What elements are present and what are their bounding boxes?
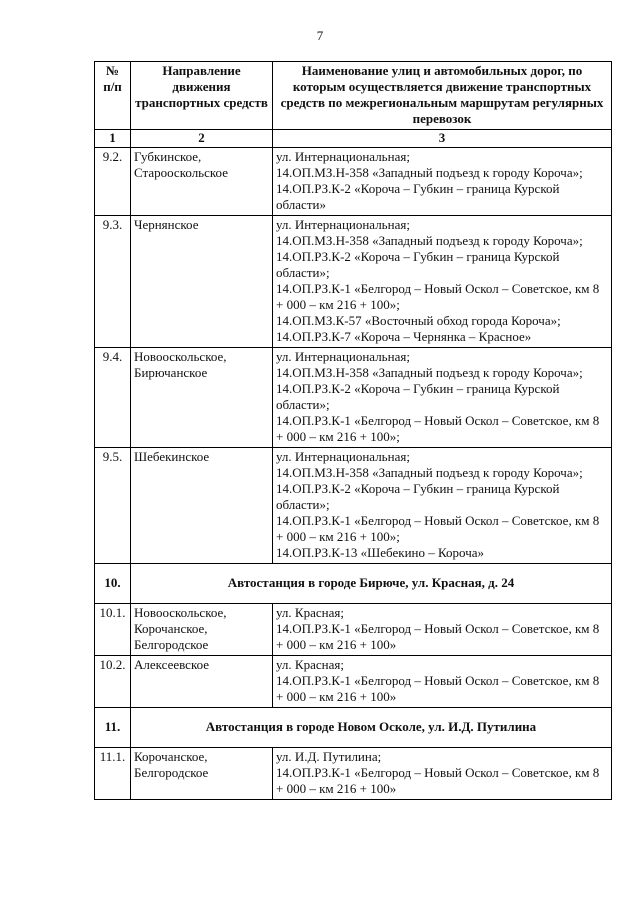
- header-roads: Наименование улиц и автомобильных дорог, по которым осуществляется движение транспортных средств по межрегиональным маршрутам регулярных перевозок: [273, 62, 612, 130]
- column-index-3: 3: [273, 130, 612, 148]
- road-line: 14.ОП.РЗ.К-7 «Короча – Чернянка – Красное»: [276, 329, 532, 344]
- row-direction: Новооскольское, Бирючанское: [131, 348, 273, 448]
- table-row: [95, 148, 612, 216]
- road-line: 14.ОП.МЗ.К-57 «Восточный обход города Короча»;: [276, 313, 561, 328]
- road-line: 14.ОП.РЗ.К-1 «Белгород – Новый Оскол – Советское, км 8 + 000 – км 216 + 100»: [276, 673, 600, 704]
- road-line: 14.ОП.РЗ.К-2 «Короча – Губкин – граница Курской области»;: [276, 249, 560, 280]
- row-number: 10.1.: [95, 604, 131, 656]
- road-line: ул. Красная;: [276, 605, 344, 620]
- section-title: Автостанция в городе Новом Осколе, ул. И.Д. Путилина: [131, 708, 612, 748]
- section-number: 10.: [95, 564, 131, 604]
- row-number: 9.3.: [95, 216, 131, 348]
- road-line: 14.ОП.РЗ.К-2 «Короча – Губкин – граница Курской области»: [276, 181, 560, 212]
- row-number: 10.2.: [95, 656, 131, 708]
- row-direction: Корочанское, Белгородское: [131, 748, 273, 800]
- section-number: 11.: [95, 708, 131, 748]
- road-line: 14.ОП.РЗ.К-1 «Белгород – Новый Оскол – Советское, км 8 + 000 – км 216 + 100»: [276, 765, 600, 796]
- table-row: [95, 348, 612, 448]
- table-row: [95, 748, 612, 800]
- row-number: 9.4.: [95, 348, 131, 448]
- road-line: 14.ОП.РЗ.К-1 «Белгород – Новый Оскол – Советское, км 8 + 000 – км 216 + 100»: [276, 621, 600, 652]
- road-line: ул. Интернациональная;: [276, 149, 410, 164]
- row-number: 11.1.: [95, 748, 131, 800]
- row-roads: [273, 216, 612, 348]
- road-line: 14.ОП.МЗ.Н-358 «Западный подъезд к городу Короча»;: [276, 365, 583, 380]
- row-number: 9.2.: [95, 148, 131, 216]
- row-roads: [273, 748, 612, 800]
- road-line: 14.ОП.РЗ.К-1 «Белгород – Новый Оскол – Советское, км 8 + 000 – км 216 + 100»;: [276, 413, 600, 444]
- table-row: [95, 656, 612, 708]
- road-line: 14.ОП.МЗ.Н-358 «Западный подъезд к городу Короча»;: [276, 165, 583, 180]
- row-roads: [273, 448, 612, 564]
- routes-table: [94, 61, 612, 800]
- road-line: ул. И.Д. Путилина;: [276, 749, 382, 764]
- table-row: [95, 448, 612, 564]
- road-line: 14.ОП.РЗ.К-1 «Белгород – Новый Оскол – Советское, км 8 + 000 – км 216 + 100»;: [276, 281, 600, 312]
- row-roads: [273, 148, 612, 216]
- road-line: 14.ОП.РЗ.К-2 «Короча – Губкин – граница Курской области»;: [276, 481, 560, 512]
- row-roads: [273, 656, 612, 708]
- row-number: 9.5.: [95, 448, 131, 564]
- row-direction: Чернянское: [131, 216, 273, 348]
- row-direction: Губкинское, Старооскольское: [131, 148, 273, 216]
- table-row: [95, 216, 612, 348]
- table-row: [95, 604, 612, 656]
- row-direction: Шебекинское: [131, 448, 273, 564]
- row-direction: Новооскольское, Корочанское, Белгородское: [131, 604, 273, 656]
- road-line: 14.ОП.РЗ.К-2 «Короча – Губкин – граница Курской области»;: [276, 381, 560, 412]
- section-title: Автостанция в городе Бирюче, ул. Красная, д. 24: [131, 564, 612, 604]
- section-row: [95, 564, 612, 604]
- road-line: ул. Красная;: [276, 657, 344, 672]
- section-row: [95, 708, 612, 748]
- table-body: [95, 148, 612, 800]
- header-direction: Направление движения транспортных средств: [131, 62, 273, 130]
- road-line: 14.ОП.МЗ.Н-358 «Западный подъезд к городу Короча»;: [276, 233, 583, 248]
- road-line: ул. Интернациональная;: [276, 217, 410, 232]
- column-index-1: 1: [95, 130, 131, 148]
- column-index-2: 2: [131, 130, 273, 148]
- road-line: ул. Интернациональная;: [276, 449, 410, 464]
- road-line: ул. Интернациональная;: [276, 349, 410, 364]
- table-header: [95, 62, 612, 148]
- road-line: 14.ОП.РЗ.К-13 «Шебекино – Короча»: [276, 545, 484, 560]
- page-number: 7: [316, 28, 324, 43]
- road-line: 14.ОП.РЗ.К-1 «Белгород – Новый Оскол – Советское, км 8 + 000 – км 216 + 100»;: [276, 513, 600, 544]
- row-roads: [273, 604, 612, 656]
- row-direction: Алексеевское: [131, 656, 273, 708]
- row-roads: [273, 348, 612, 448]
- header-number: № п/п: [95, 62, 131, 130]
- road-line: 14.ОП.МЗ.Н-358 «Западный подъезд к городу Короча»;: [276, 465, 583, 480]
